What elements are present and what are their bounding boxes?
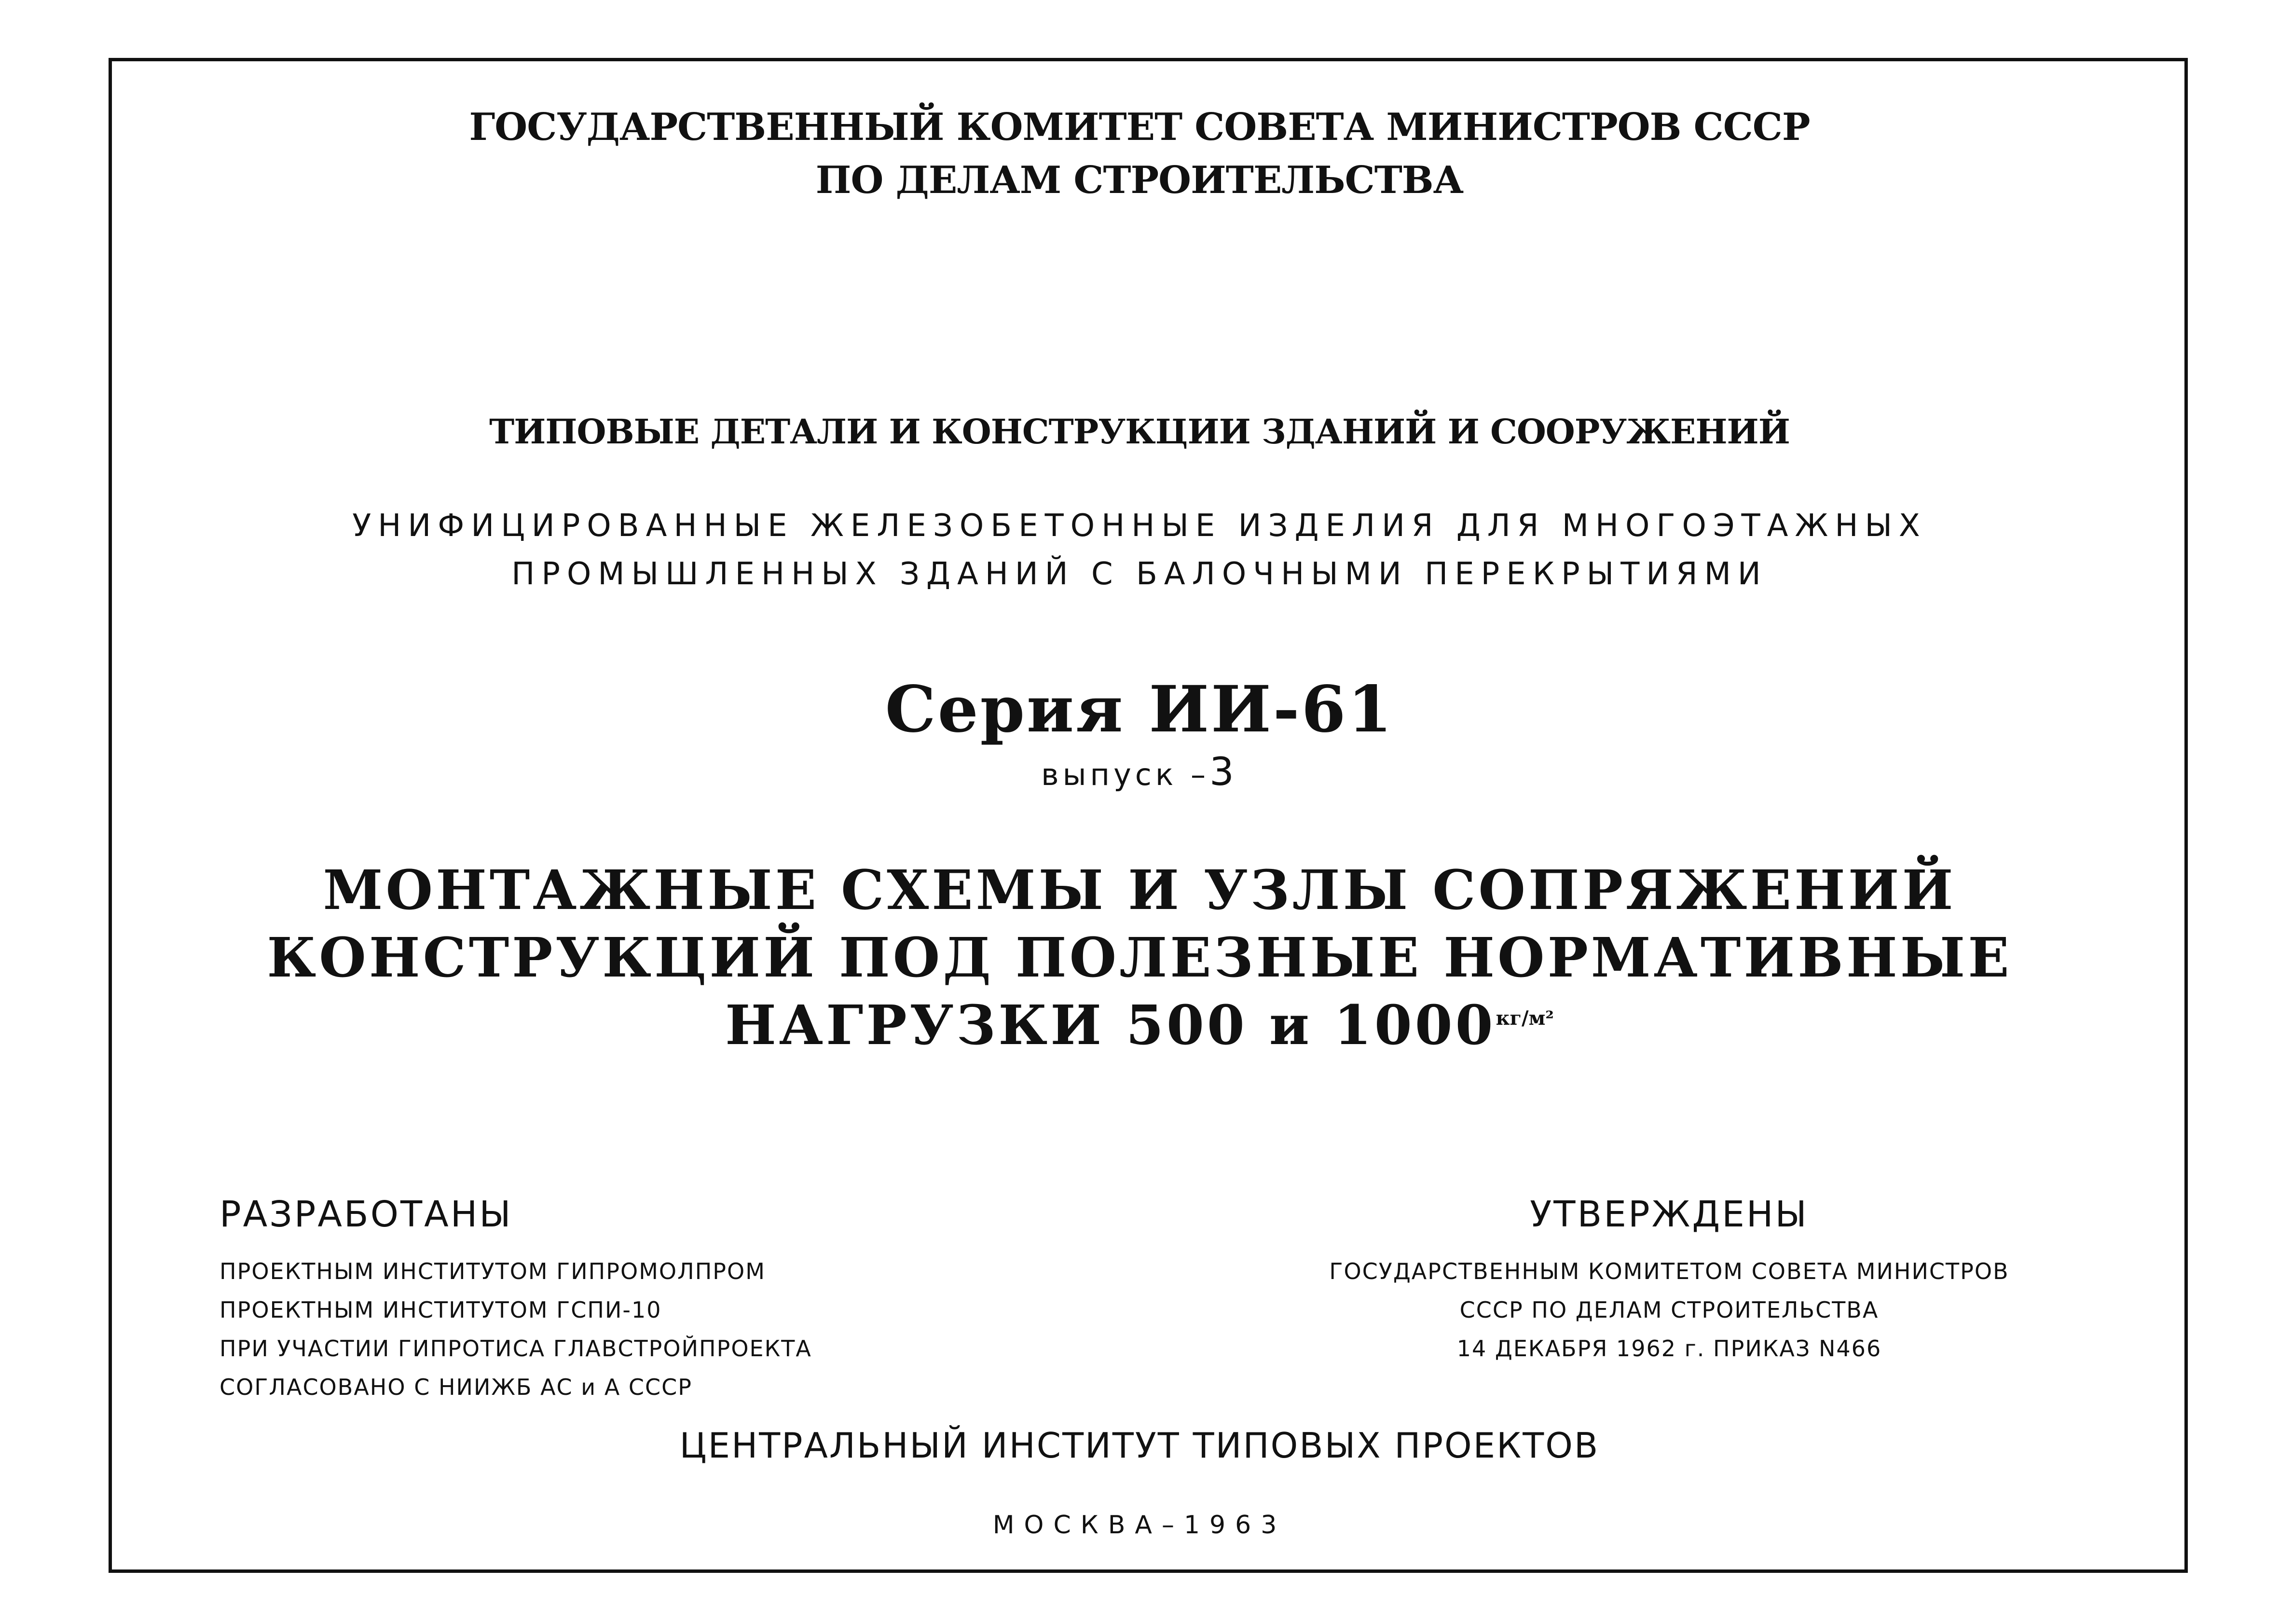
- main-title-line-3-text: НАГРУЗКИ 500 и 1000: [725, 994, 1496, 1057]
- series-title: Серия ИИ-61: [885, 672, 1394, 747]
- issue-line: [0, 749, 2279, 794]
- developed-line: ПРИ УЧАСТИИ ГИПРОТИСА ГЛАВСТРОЙПРОЕКТА: [220, 1335, 812, 1362]
- collection-title: ТИПОВЫЕ ДЕТАЛИ И КОНСТРУКЦИИ ЗДАНИЙ И СООРУЖЕНИЙ: [489, 412, 1790, 452]
- subtitle-line-1: УНИФИЦИРОВАННЫЕ ЖЕЛЕЗОБЕТОННЫЕ ИЗДЕЛИЯ ДЛЯ МНОГОЭТАЖНЫХ: [352, 508, 1927, 544]
- developed-heading: РАЗРАБОТАНЫ: [220, 1194, 513, 1235]
- main-title-line-2: КОНСТРУКЦИЙ ПОД ПОЛЕЗНЫЕ НОРМАТИВНЫЕ: [267, 926, 2012, 990]
- approved-heading: УТВЕРЖДЕНЫ: [1530, 1194, 1809, 1235]
- approved-line: ГОСУДАРСТВЕННЫМ КОМИТЕТОМ СОВЕТА МИНИСТРОВ: [1329, 1258, 2009, 1284]
- main-title-line-1: МОНТАЖНЫЕ СХЕМЫ И УЗЛЫ СОПРЯЖЕНИЙ: [323, 859, 1956, 922]
- developed-line: ПРОЕКТНЫМ ИНСТИТУТОМ ГСПИ-10: [220, 1297, 662, 1323]
- main-title-line-3: [0, 994, 2279, 1057]
- approved-block: [1298, 1194, 2041, 1362]
- developed-line: СОГЛАСОВАНО С НИИЖБ АС и А СССР: [220, 1374, 693, 1400]
- issue-number: 3: [1209, 749, 1238, 794]
- institute-name: ЦЕНТРАЛЬНЫЙ ИНСТИТУТ ТИПОВЫХ ПРОЕКТОВ: [679, 1425, 1600, 1466]
- approved-line: 14 ДЕКАБРЯ 1962 г. ПРИКАЗ N466: [1456, 1335, 1882, 1362]
- issue-label: выпуск –: [1041, 757, 1210, 792]
- committee-line-2: ПО ДЕЛАМ СТРОИТЕЛЬСТВА: [815, 158, 1464, 202]
- subtitle-line-2: ПРОМЫШЛЕННЫХ ЗДАНИЙ С БАЛОЧНЫМИ ПЕРЕКРЫТИЯМИ: [511, 556, 1768, 592]
- load-unit: кг/м²: [1496, 1007, 1554, 1030]
- approved-line: СССР ПО ДЕЛАМ СТРОИТЕЛЬСТВА: [1459, 1297, 1879, 1323]
- city-year: МОСКВА–1963: [992, 1511, 1287, 1540]
- developed-block: [220, 1194, 812, 1400]
- developed-line: ПРОЕКТНЫМ ИНСТИТУТОМ ГИПРОМОЛПРОМ: [220, 1258, 766, 1284]
- committee-line-1: ГОСУДАРСТВЕННЫЙ КОМИТЕТ СОВЕТА МИНИСТРОВ СССР: [469, 105, 1810, 149]
